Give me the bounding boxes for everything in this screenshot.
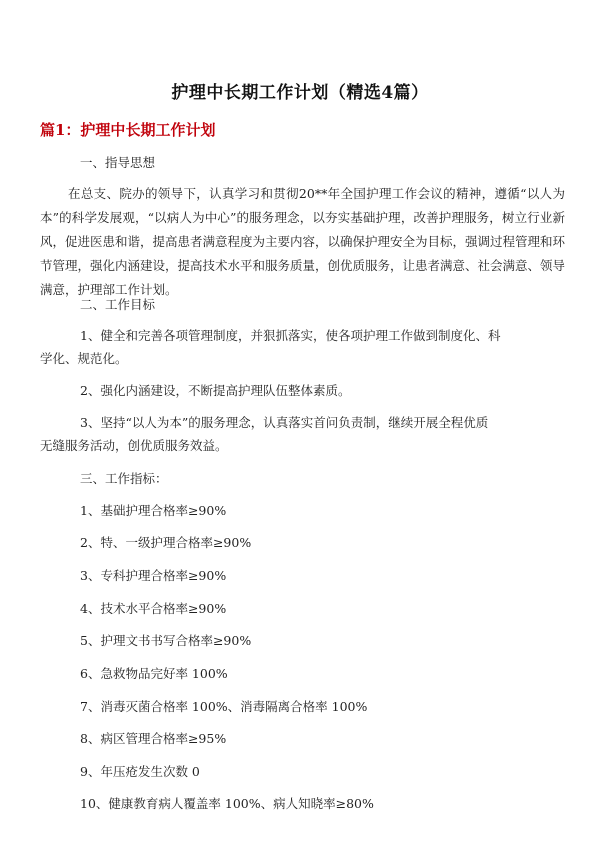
indicator-item: 3、专科护理合格率≥90%	[80, 568, 227, 583]
indicator-item: 6、急救物品完好率 100%	[80, 666, 228, 681]
indicator-item: 2、特、一级护理合格率≥90%	[80, 535, 252, 550]
goal-3-line-2: 无缝服务活动，创优质服务效益。	[40, 438, 228, 453]
indicator-item: 4、技术水平合格率≥90%	[80, 601, 227, 616]
indicator-item: 10、健康教育病人覆盖率 100%、病人知晓率≥80%	[80, 796, 374, 811]
heading-guiding-ideology: 一、指导思想	[80, 155, 156, 170]
indicator-item: 9、年压疮发生次数 0	[80, 764, 200, 779]
indicator-item: 7、消毒灭菌合格率 100%、消毒隔离合格率 100%	[80, 699, 368, 714]
goal-2: 2、强化内涵建设，不断提高护理队伍整体素质。	[80, 383, 351, 398]
intro-paragraph: 在总支、院办的领导下，认真学习和贯彻20**年全国护理工作会议的精神，遵循“以人为本”的科学发展观，“以病人为中心”的服务理念，以夯实基础护理，改善护理服务，树立行业新风，促进医患和谐，提高患者满意程度为主要内容，以确保护理安全为目标，强调过程管理和环节管理，强化内涵建设，提高技术水平和服务质量，创优质服务，让患者满意、社会满意、领导满意，护理部工作计划。	[40, 186, 566, 297]
heading-work-goals: 二、工作目标	[80, 297, 156, 312]
goal-1-line-1: 1、健全和完善各项管理制度，并狠抓落实，使各项护理工作做到制度化、科	[80, 328, 501, 343]
indicator-item: 8、病区管理合格率≥95%	[80, 731, 227, 746]
heading-work-indicators: 三、工作指标：	[80, 471, 168, 486]
goal-1-line-2: 学化、规范化。	[40, 351, 128, 366]
indicator-item: 1、基础护理合格率≥90%	[80, 503, 227, 518]
document-title: 护理中长期工作计划（精选4篇）	[171, 83, 429, 103]
indicator-item: 5、护理文书书写合格率≥90%	[80, 633, 252, 648]
section-heading: 篇1：护理中长期工作计划	[40, 121, 216, 139]
goal-3-line-1: 3、坚持“以人为本”的服务理念，认真落实首问负责制，继续开展全程优质	[80, 415, 489, 430]
